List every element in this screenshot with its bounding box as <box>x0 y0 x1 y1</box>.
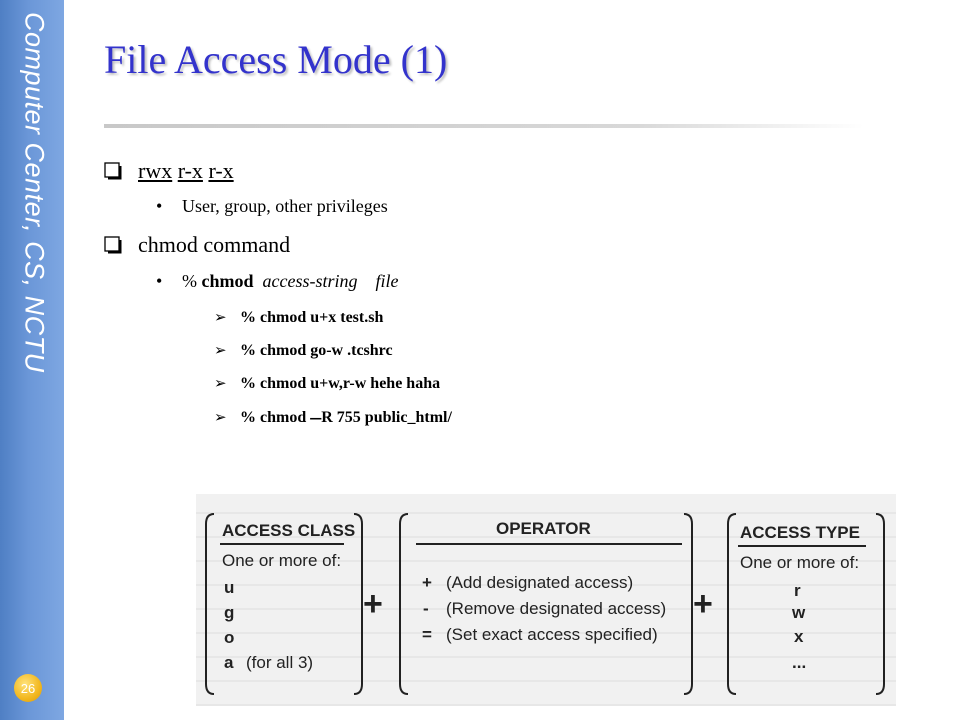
access-type-heading: ACCESS TYPE <box>740 523 860 542</box>
rwx-other: r-x <box>208 158 234 183</box>
operator-heading: OPERATOR <box>496 519 591 538</box>
operator-desc: (Remove designated access) <box>446 599 667 618</box>
example-text-before: % chmod <box>240 409 311 426</box>
example-item <box>214 341 393 360</box>
arrow-bullet-icon: ➢ <box>214 376 227 392</box>
privileges-text: User, group, other privileges <box>182 196 388 216</box>
sidebar-label: Computer Center, CS, NCTU <box>19 12 50 373</box>
access-class-heading: ACCESS CLASS <box>222 521 356 540</box>
access-type-item: ... <box>792 653 807 672</box>
rwx-owner: rwx <box>138 158 173 183</box>
sub-bullet-syntax <box>156 271 399 292</box>
dot-bullet-icon: • <box>156 271 163 291</box>
example-text: % chmod u+w,r-w hehe haha <box>240 375 441 392</box>
example-text: % chmod go-w .tcshrc <box>240 342 393 359</box>
slide-title: File Access Mode (1) <box>104 37 448 82</box>
access-class-bracket-left <box>206 514 214 694</box>
operator-bracket-left <box>400 514 408 694</box>
example-dash: – <box>310 404 322 429</box>
operator-symbol: = <box>422 625 432 644</box>
bullet-rwx <box>104 158 234 184</box>
chmod-syntax-figure <box>196 494 896 706</box>
access-type-sub: One or more of: <box>740 553 860 572</box>
operator-desc: (Add designated access) <box>446 573 634 592</box>
access-type-item: w <box>792 603 806 622</box>
arrow-bullet-icon: ➢ <box>214 410 227 426</box>
access-class-note: (for all 3) <box>246 653 314 672</box>
arrow-bullet-icon: ➢ <box>214 310 227 326</box>
page-number-badge: 26 <box>14 674 42 702</box>
operator-symbol: - <box>423 599 429 618</box>
chmod-heading: chmod command <box>138 232 291 257</box>
access-class-item: g <box>224 603 235 622</box>
plus-sign-1: + <box>363 585 383 623</box>
example-item <box>214 308 383 327</box>
dot-bullet-icon: • <box>156 196 163 216</box>
access-class-sub: One or more of: <box>222 551 342 570</box>
title-divider <box>104 124 864 128</box>
syntax-access-string: access-string <box>262 271 358 291</box>
rwx-group: r-x <box>177 158 203 183</box>
figure-svg <box>196 494 896 706</box>
access-class-item: o <box>224 628 235 647</box>
access-type-bracket-left <box>728 514 736 694</box>
syntax-command: chmod <box>201 271 254 291</box>
arrow-bullet-icon: ➢ <box>214 343 227 359</box>
checkbox-bullet-icon <box>104 236 122 254</box>
syntax-prompt: % <box>182 271 202 291</box>
operator-symbol: + <box>422 573 432 592</box>
example-text-after: R 755 public_html/ <box>321 409 452 426</box>
example-item <box>214 404 452 430</box>
bullet-chmod <box>104 232 290 258</box>
access-type-item: x <box>794 627 804 646</box>
access-class-bracket-right <box>354 514 362 694</box>
example-text: % chmod u+x test.sh <box>240 309 384 326</box>
access-type-bracket-right <box>876 514 884 694</box>
plus-sign-2: + <box>693 585 713 623</box>
operator-desc: (Set exact access specified) <box>446 625 658 644</box>
access-class-item: u <box>224 578 235 597</box>
access-class-item: a <box>224 653 234 672</box>
sub-bullet-privileges <box>156 196 388 217</box>
example-item <box>214 374 440 393</box>
sidebar <box>0 0 64 720</box>
syntax-file: file <box>375 271 399 291</box>
operator-bracket-right <box>684 514 692 694</box>
access-type-item: r <box>794 581 801 600</box>
checkbox-bullet-icon <box>104 162 122 180</box>
